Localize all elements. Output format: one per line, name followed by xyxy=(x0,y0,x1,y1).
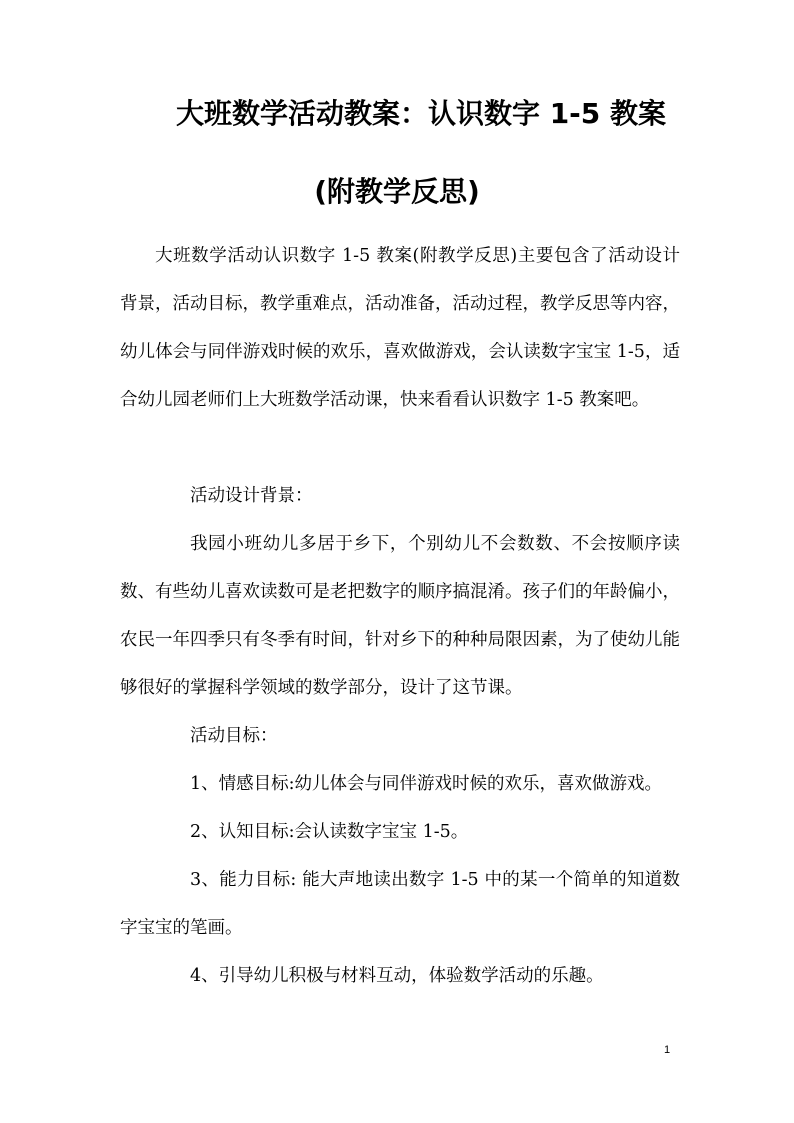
background-paragraph: 我园小班幼儿多居于乡下，个别幼儿不会数数、不会按顺序读数、有些幼儿喜欢读数可是老把数字的顺序搞混淆。孩子们的年龄偏小，农民一年四季只有冬季有时间，针对乡下的种种局限因素，为了使幼儿能够很好的掌握科学领域的数学部分，设计了这节课。 xyxy=(120,534,680,698)
background-section xyxy=(120,520,680,712)
document-title-line-1: 大班数学活动教案：认识数字 1-5 教案 xyxy=(175,97,667,130)
goals-heading-section xyxy=(120,712,680,760)
goal-item: 3、能力目标: 能大声地读出数字 1-5 中的某一个简单的知道数字宝宝的笔画。 xyxy=(120,870,680,938)
background-heading: 活动设计背景： xyxy=(190,486,313,506)
intro-section xyxy=(120,232,680,424)
intro-paragraph: 大班数学活动认识数字 1-5 教案(附教学反思)主要包含了活动设计背景，活动目标，教学重难点，活动准备，活动过程，教学反思等内容，幼儿体会与同伴游戏时候的欢乐，喜欢做游戏，会认读数字宝宝 1-5，适合幼儿园老师们上大班数学活动课，快来看看认识数字 1-5 教案吧。 xyxy=(120,246,680,410)
background-heading-section xyxy=(120,472,680,520)
goal-item: 1、情感目标:幼儿体会与同伴游戏时候的欢乐，喜欢做游戏。 xyxy=(190,774,663,794)
goal-item: 4、引导幼儿积极与材料互动，体验数学活动的乐趣。 xyxy=(190,966,604,986)
page-number: 1 xyxy=(664,1044,671,1056)
goals-list xyxy=(120,760,680,1000)
goals-heading: 活动目标： xyxy=(190,726,278,746)
goal-item: 2、认知目标:会认读数字宝宝 1-5。 xyxy=(190,822,469,842)
document-title-line-2: (附教学反思) xyxy=(314,175,480,208)
